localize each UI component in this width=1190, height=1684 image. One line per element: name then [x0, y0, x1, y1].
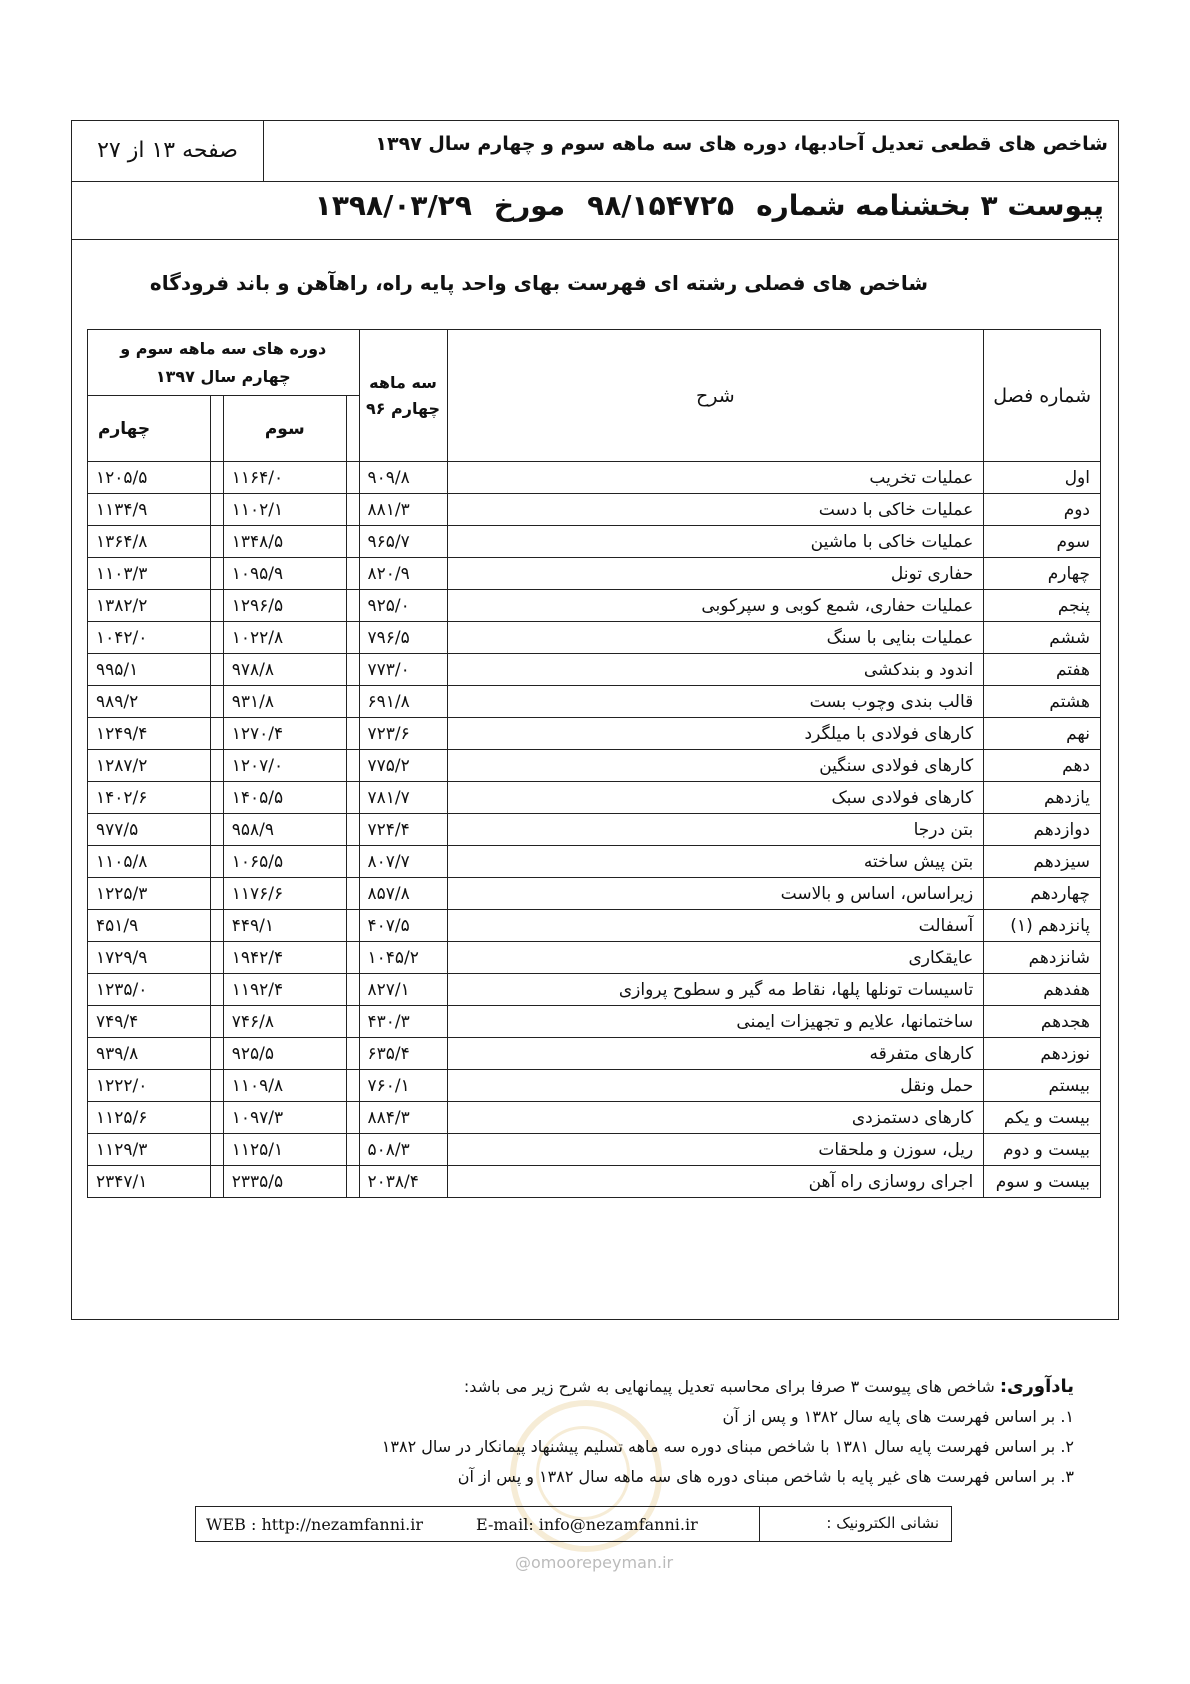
- circular-row: [72, 181, 1118, 240]
- gap-cell: [346, 1006, 359, 1038]
- gap-cell: [346, 462, 359, 494]
- chapter-description: قالب بندی وچوب بست: [447, 686, 984, 718]
- q3-value: ۱۴۰۵/۵: [223, 782, 346, 814]
- period-group-header: دوره های سه ماهه سوم و چهارم سال ۱۳۹۷: [88, 330, 360, 396]
- circular-info: [293, 189, 1104, 222]
- table-row: [88, 1102, 1101, 1134]
- chapter-header: شماره فصل: [984, 330, 1101, 462]
- gap-cell: [211, 750, 224, 782]
- gap-cell: [211, 1038, 224, 1070]
- gap-cell: [211, 1006, 224, 1038]
- gap-cell: [346, 910, 359, 942]
- q3-value: ۷۴۶/۸: [223, 1006, 346, 1038]
- gap-cell: [346, 846, 359, 878]
- prev-quarter-value: ۷۷۳/۰: [359, 654, 447, 686]
- description-header: شرح: [447, 330, 984, 462]
- header-row: [72, 121, 1118, 182]
- table-row: [88, 1070, 1101, 1102]
- gap-cell: [211, 846, 224, 878]
- chapter-name: بیست و دوم: [984, 1134, 1101, 1166]
- gap-cell: [211, 526, 224, 558]
- table-title: شاخص های فصلی رشته ای فهرست بهای واحد پایه راه، راهآهن و باند فرودگاه: [149, 271, 928, 295]
- footer-contact: [195, 1506, 952, 1542]
- table-row: [88, 974, 1101, 1006]
- chapter-name: هفدهم: [984, 974, 1101, 1006]
- prev-quarter-value: ۵۰۸/۳: [359, 1134, 447, 1166]
- q4-value: ۲۳۴۷/۱: [88, 1166, 211, 1198]
- table-row: [88, 750, 1101, 782]
- chapter-name: هشتم: [984, 686, 1101, 718]
- chapter-description: حفاری تونل: [447, 558, 984, 590]
- chapter-description: عملیات خاکی با دست: [447, 494, 984, 526]
- prev-quarter-value: ۷۶۰/۱: [359, 1070, 447, 1102]
- gap-cell: [346, 878, 359, 910]
- table-row: [88, 590, 1101, 622]
- gap-cell: [346, 590, 359, 622]
- chapter-name: اول: [984, 462, 1101, 494]
- prev-quarter-value: ۸۲۰/۹: [359, 558, 447, 590]
- chapter-description: زیراساس، اساس و بالاست: [447, 878, 984, 910]
- gap-cell: [346, 654, 359, 686]
- chapter-description: تاسیسات تونلها پلها، نقاط مه گیر و سطوح پروازی: [447, 974, 984, 1006]
- prev-quarter-value: ۷۸۱/۷: [359, 782, 447, 814]
- q3-value: ۱۳۴۸/۵: [223, 526, 346, 558]
- chapter-name: بیستم: [984, 1070, 1101, 1102]
- gap-cell: [346, 1070, 359, 1102]
- gap-cell: [211, 654, 224, 686]
- chapter-name: پنجم: [984, 590, 1101, 622]
- q3-value: ۱۱۹۲/۴: [223, 974, 346, 1006]
- gap-cell: [346, 1038, 359, 1070]
- chapter-description: ساختمانها، علایم و تجهیزات ایمنی: [447, 1006, 984, 1038]
- table-row: [88, 654, 1101, 686]
- q3-value: ۱۱۰۲/۱: [223, 494, 346, 526]
- table-row: [88, 782, 1101, 814]
- watermark-text: @omoorepeyman.ir: [515, 1553, 674, 1572]
- q3-value: ۱۰۶۵/۵: [223, 846, 346, 878]
- q4-value: ۱۲۴۹/۴: [88, 718, 211, 750]
- q3-value: ۹۵۸/۹: [223, 814, 346, 846]
- table-row: [88, 1134, 1101, 1166]
- prev-quarter-value: ۴۰۷/۵: [359, 910, 447, 942]
- prev-quarter-value: ۱۰۴۵/۲: [359, 942, 447, 974]
- chapter-name: هفتم: [984, 654, 1101, 686]
- gap-cell: [211, 590, 224, 622]
- chapter-description: کارهای فولادی سنگین: [447, 750, 984, 782]
- q4-value: ۱۱۰۵/۸: [88, 846, 211, 878]
- gap-cell: [346, 814, 359, 846]
- chapter-description: بتن درجا: [447, 814, 984, 846]
- circular-number: ۹۸/۱۵۴۷۲۵: [587, 189, 735, 222]
- q4-value: ۹۳۹/۸: [88, 1038, 211, 1070]
- gap-cell: [211, 462, 224, 494]
- q3-value: ۱۲۹۶/۵: [223, 590, 346, 622]
- table-row: [88, 942, 1101, 974]
- gap-cell: [211, 396, 224, 462]
- chapter-name: ششم: [984, 622, 1101, 654]
- q3-value: ۴۴۹/۱: [223, 910, 346, 942]
- gap-cell: [211, 782, 224, 814]
- gap-cell: [346, 1166, 359, 1198]
- q4-value: ۱۱۰۳/۳: [88, 558, 211, 590]
- table-row: [88, 1006, 1101, 1038]
- q4-value: ۱۳۶۴/۸: [88, 526, 211, 558]
- chapter-description: کارهای متفرقه: [447, 1038, 984, 1070]
- q4-value: ۱۳۸۲/۲: [88, 590, 211, 622]
- table-row: [88, 1038, 1101, 1070]
- gap-cell: [346, 526, 359, 558]
- gap-cell: [346, 494, 359, 526]
- gap-cell: [346, 558, 359, 590]
- gap-cell: [211, 622, 224, 654]
- table-row: [88, 846, 1101, 878]
- table-body: [88, 462, 1101, 1198]
- contact-label: نشانی الکترونیک :: [759, 1507, 951, 1541]
- table-row: [88, 526, 1101, 558]
- gap-cell: [211, 1134, 224, 1166]
- table-row: [88, 622, 1101, 654]
- gap-cell: [211, 1070, 224, 1102]
- chapter-name: بیست و سوم: [984, 1166, 1101, 1198]
- q4-value: ۱۱۲۵/۶: [88, 1102, 211, 1134]
- gap-cell: [211, 942, 224, 974]
- page-frame: [71, 120, 1119, 1320]
- note-item-1: ۱. بر اساس فهرست های پایه سال ۱۳۸۲ و پس از آن: [722, 1407, 1074, 1426]
- q4-value: ۷۴۹/۴: [88, 1006, 211, 1038]
- q3-value: ۱۱۷۶/۶: [223, 878, 346, 910]
- table-row: [88, 814, 1101, 846]
- chapter-description: آسفالت: [447, 910, 984, 942]
- chapter-name: نهم: [984, 718, 1101, 750]
- q4-value: ۱۰۴۲/۰: [88, 622, 211, 654]
- q4-value: ۹۹۵/۱: [88, 654, 211, 686]
- q3-value: ۱۰۲۲/۸: [223, 622, 346, 654]
- chapter-name: بیست و یکم: [984, 1102, 1101, 1134]
- gap-cell: [346, 1134, 359, 1166]
- chapter-name: چهاردهم: [984, 878, 1101, 910]
- notes-section: [74, 1372, 1074, 1492]
- prev-quarter-value: ۸۸۴/۳: [359, 1102, 447, 1134]
- gap-cell: [211, 558, 224, 590]
- document-title: شاخص های قطعی تعدیل آحادبها، دوره های سه ماهه سوم و چهارم سال ۱۳۹۷: [375, 133, 1108, 155]
- q3-header: سوم: [223, 396, 346, 462]
- prev-quarter-value: ۹۰۹/۸: [359, 462, 447, 494]
- circular-date: ۱۳۹۸/۰۳/۲۹: [314, 189, 472, 222]
- table-row: [88, 686, 1101, 718]
- chapter-name: یازدهم: [984, 782, 1101, 814]
- gap-cell: [211, 974, 224, 1006]
- chapter-description: حمل ونقل: [447, 1070, 984, 1102]
- gap-cell: [211, 814, 224, 846]
- note-item-2: ۲. بر اساس فهرست پایه سال ۱۳۸۱ با شاخص مبنای دوره سه ماهه تسلیم پیشنهاد پیمانکار در سال ۱۳۸۲: [381, 1437, 1074, 1456]
- gap-cell: [211, 1166, 224, 1198]
- notes-label: یادآوری:: [999, 1376, 1074, 1397]
- gap-cell: [211, 494, 224, 526]
- chapter-name: پانزدهم (۱): [984, 910, 1101, 942]
- table-row: [88, 494, 1101, 526]
- chapter-description: کارهای فولادی سبک: [447, 782, 984, 814]
- q3-value: ۲۳۳۵/۵: [223, 1166, 346, 1198]
- chapter-name: نوزدهم: [984, 1038, 1101, 1070]
- q3-value: ۹۷۸/۸: [223, 654, 346, 686]
- chapter-description: عملیات حفاری، شمع کوبی و سپرکوبی: [447, 590, 984, 622]
- gap-cell: [346, 622, 359, 654]
- table-row: [88, 910, 1101, 942]
- prev-quarter-value: ۷۷۵/۲: [359, 750, 447, 782]
- website-link[interactable]: WEB : http://nezamfanni.ir: [206, 1515, 423, 1534]
- gap-cell: [346, 396, 359, 462]
- chapter-description: بتن پیش ساخته: [447, 846, 984, 878]
- q4-value: ۱۲۳۵/۰: [88, 974, 211, 1006]
- q4-value: ۱۴۰۲/۶: [88, 782, 211, 814]
- prev-quarter-value: ۶۹۱/۸: [359, 686, 447, 718]
- gap-cell: [211, 910, 224, 942]
- gap-cell: [346, 782, 359, 814]
- prev-quarter-value: ۸۰۷/۷: [359, 846, 447, 878]
- q4-value: ۱۷۲۹/۹: [88, 942, 211, 974]
- q3-value: ۹۳۱/۸: [223, 686, 346, 718]
- table-row: [88, 1166, 1101, 1198]
- prev-quarter-value: ۴۳۰/۳: [359, 1006, 447, 1038]
- note-item-3: ۳. بر اساس فهرست های غیر پایه با شاخص مبنای دوره های سه ماهه سال ۱۳۸۲ و پس از آن: [457, 1467, 1074, 1486]
- q3-value: ۱۲۰۷/۰: [223, 750, 346, 782]
- prev-quarter-value: ۹۶۵/۷: [359, 526, 447, 558]
- chapter-name: دوازدهم: [984, 814, 1101, 846]
- q4-value: ۱۱۲۹/۳: [88, 1134, 211, 1166]
- gap-cell: [346, 718, 359, 750]
- email-link[interactable]: E-mail: info@nezamfanni.ir: [476, 1515, 698, 1534]
- index-table: [87, 329, 1101, 1198]
- table-row: [88, 878, 1101, 910]
- chapter-description: کارهای فولادی با میلگرد: [447, 718, 984, 750]
- q4-value: ۱۲۲۵/۳: [88, 878, 211, 910]
- table-row: [88, 718, 1101, 750]
- chapter-name: چهارم: [984, 558, 1101, 590]
- q3-value: ۹۲۵/۵: [223, 1038, 346, 1070]
- chapter-name: سوم: [984, 526, 1101, 558]
- prev-quarter-header: سه ماهه چهارم ۹۶: [359, 330, 447, 462]
- q4-header: چهارم: [88, 396, 211, 462]
- table-row: [88, 558, 1101, 590]
- chapter-description: عملیات بنایی با سنگ: [447, 622, 984, 654]
- q4-value: ۱۲۰۵/۵: [88, 462, 211, 494]
- q3-value: ۱۹۴۲/۴: [223, 942, 346, 974]
- gap-cell: [346, 750, 359, 782]
- chapter-description: ریل، سوزن و ملحقات: [447, 1134, 984, 1166]
- circular-date-label: مورخ: [493, 189, 566, 222]
- chapter-name: سیزدهم: [984, 846, 1101, 878]
- q4-value: ۹۷۷/۵: [88, 814, 211, 846]
- q3-value: ۱۰۹۷/۳: [223, 1102, 346, 1134]
- gap-cell: [211, 1102, 224, 1134]
- prev-quarter-value: ۲۰۳۸/۴: [359, 1166, 447, 1198]
- chapter-description: اندود و بندکشی: [447, 654, 984, 686]
- q3-value: ۱۱۰۹/۸: [223, 1070, 346, 1102]
- q4-value: ۹۸۹/۲: [88, 686, 211, 718]
- prev-quarter-value: ۸۸۱/۳: [359, 494, 447, 526]
- table-row: [88, 462, 1101, 494]
- gap-cell: [211, 718, 224, 750]
- gap-cell: [346, 686, 359, 718]
- chapter-name: دهم: [984, 750, 1101, 782]
- prev-quarter-value: ۷۲۳/۶: [359, 718, 447, 750]
- chapter-description: عایقکاری: [447, 942, 984, 974]
- chapter-name: هجدهم: [984, 1006, 1101, 1038]
- q3-value: ۱۱۲۵/۱: [223, 1134, 346, 1166]
- q4-value: ۱۲۸۷/۲: [88, 750, 211, 782]
- prev-quarter-value: ۸۲۷/۱: [359, 974, 447, 1006]
- prev-quarter-value: ۸۵۷/۸: [359, 878, 447, 910]
- prev-quarter-value: ۹۲۵/۰: [359, 590, 447, 622]
- chapter-description: عملیات تخریب: [447, 462, 984, 494]
- circular-label: پیوست ۳ بخشنامه شماره: [756, 189, 1104, 222]
- chapter-name: شانزدهم: [984, 942, 1101, 974]
- prev-quarter-value: ۶۳۵/۴: [359, 1038, 447, 1070]
- chapter-description: عملیات خاکی با ماشین: [447, 526, 984, 558]
- page-number: صفحه ۱۳ از ۲۷: [72, 121, 264, 181]
- chapter-description: کارهای دستمزدی: [447, 1102, 984, 1134]
- chapter-name: دوم: [984, 494, 1101, 526]
- q3-value: ۱۰۹۵/۹: [223, 558, 346, 590]
- gap-cell: [211, 686, 224, 718]
- gap-cell: [346, 942, 359, 974]
- gap-cell: [211, 878, 224, 910]
- gap-cell: [346, 1102, 359, 1134]
- q3-value: ۱۱۶۴/۰: [223, 462, 346, 494]
- q4-value: ۱۱۳۴/۹: [88, 494, 211, 526]
- prev-quarter-value: ۷۹۶/۵: [359, 622, 447, 654]
- notes-intro: شاخص های پیوست ۳ صرفا برای محاسبه تعدیل پیمانهایی به شرح زیر می باشد:: [463, 1377, 995, 1396]
- chapter-description: اجرای روسازی راه آهن: [447, 1166, 984, 1198]
- q4-value: ۱۲۲۲/۰: [88, 1070, 211, 1102]
- q3-value: ۱۲۷۰/۴: [223, 718, 346, 750]
- q4-value: ۴۵۱/۹: [88, 910, 211, 942]
- prev-quarter-value: ۷۲۴/۴: [359, 814, 447, 846]
- gap-cell: [346, 974, 359, 1006]
